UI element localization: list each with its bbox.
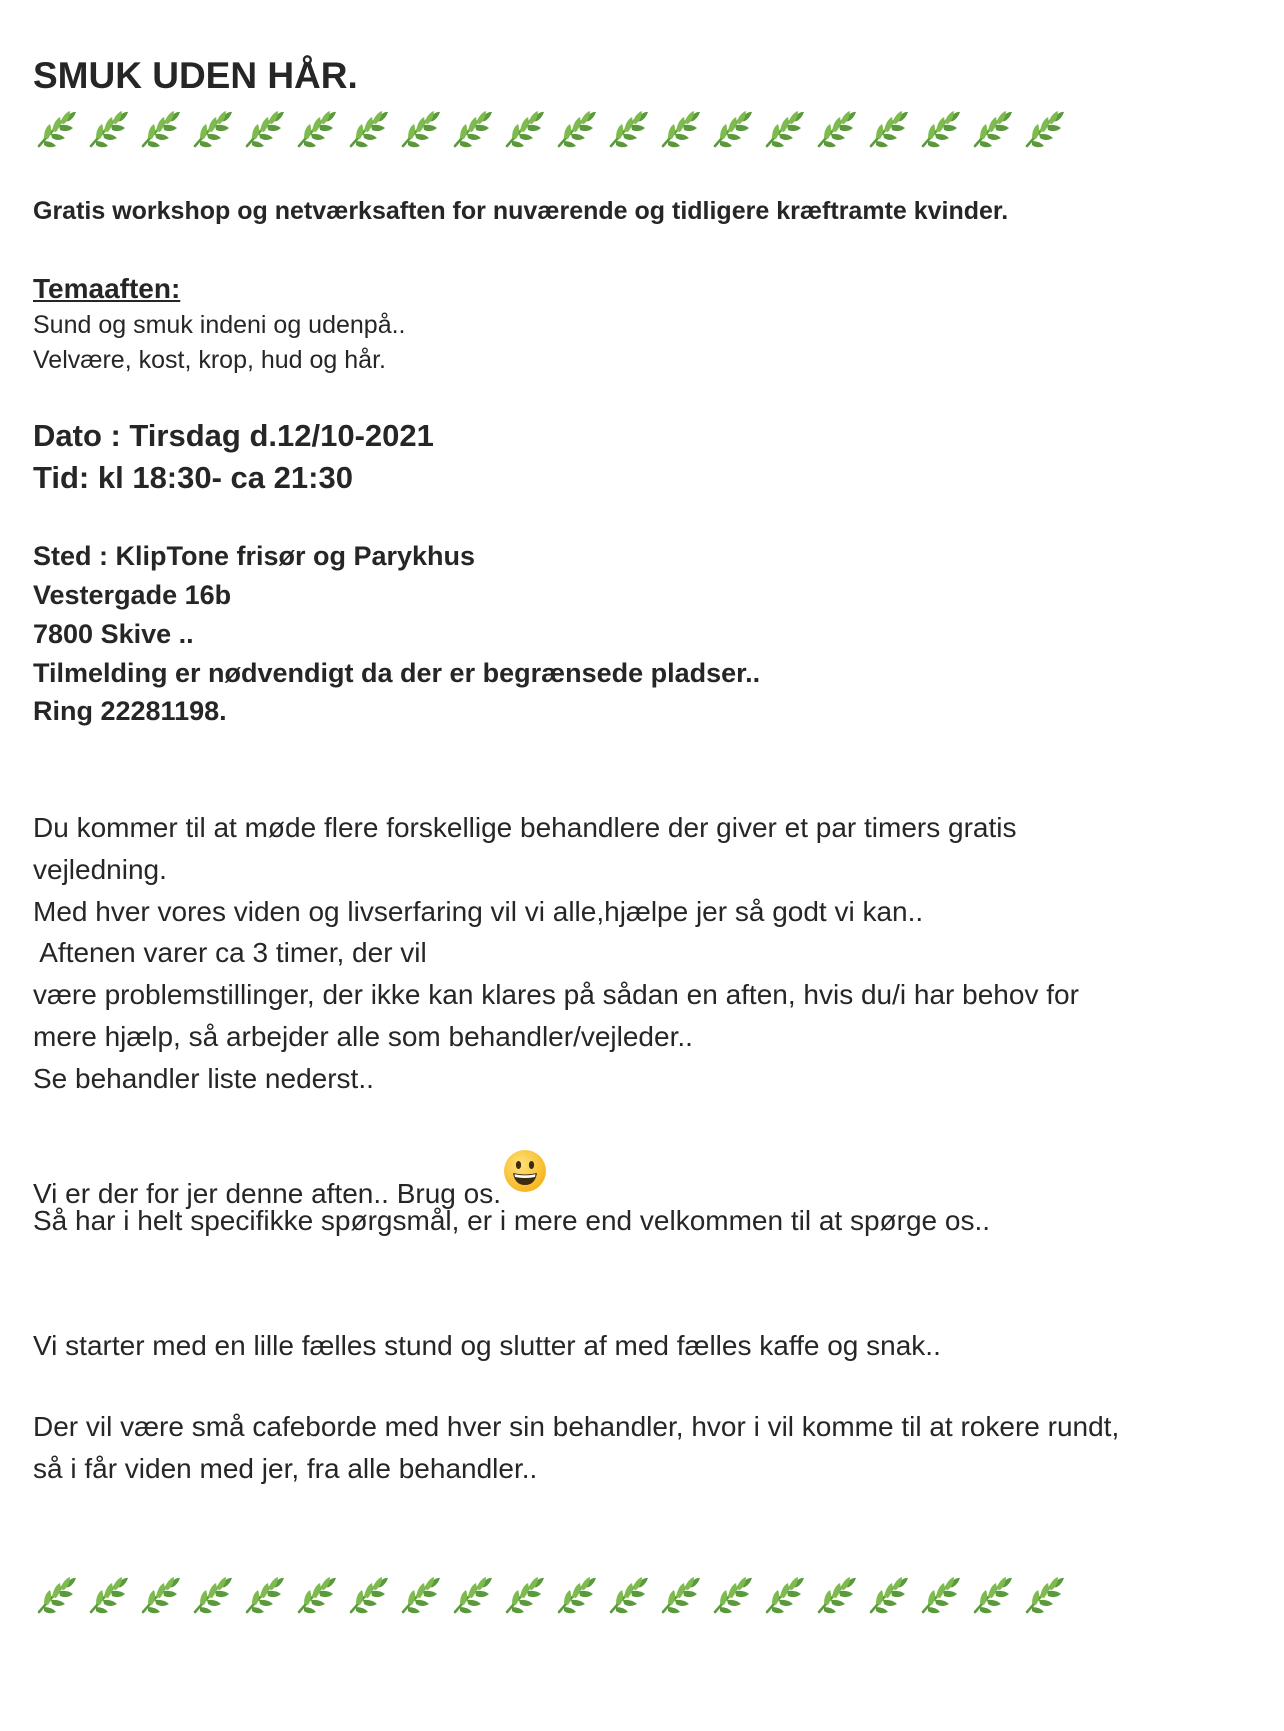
page-title: SMUK UDEN HÅR. bbox=[33, 55, 358, 96]
herb-icon bbox=[501, 1574, 553, 1620]
body-text: være problemstillinger, der ikke kan klares på sådan en aften, hvis du/i har behov for bbox=[33, 979, 1079, 1010]
body-text: Aftenen varer ca 3 timer, der vil bbox=[33, 937, 427, 968]
herb-icon bbox=[293, 1574, 345, 1620]
herb-icon bbox=[345, 1574, 397, 1620]
herb-icon bbox=[449, 1574, 501, 1620]
herb-icon bbox=[605, 1574, 657, 1620]
body-text: vejledning. bbox=[33, 854, 167, 885]
leaf-border-bottom bbox=[33, 1574, 1073, 1620]
herb-icon bbox=[1021, 1574, 1073, 1620]
phone-line: Ring 22281198. bbox=[33, 696, 227, 726]
address-street: Vestergade 16b bbox=[33, 580, 232, 610]
herb-icon bbox=[137, 108, 189, 154]
leaf-border-top bbox=[33, 108, 1073, 154]
herb-icon bbox=[865, 108, 917, 154]
herb-icon bbox=[397, 1574, 449, 1620]
herb-icon bbox=[813, 1574, 865, 1620]
herb-icon bbox=[657, 1574, 709, 1620]
herb-icon bbox=[137, 1574, 189, 1620]
address-city: 7800 Skive .. bbox=[33, 619, 194, 649]
lead-text: Gratis workshop og netværksaften for nuværende og tidligere kræftramte kvinder. bbox=[33, 197, 1009, 225]
tema-line-2: Velvære, kost, krop, hud og hår. bbox=[33, 346, 386, 374]
herb-icon bbox=[449, 108, 501, 154]
herb-icon bbox=[865, 1574, 917, 1620]
herb-icon bbox=[761, 108, 813, 154]
grinning-face-icon bbox=[503, 1149, 547, 1193]
herb-icon bbox=[813, 108, 865, 154]
herb-icon bbox=[501, 108, 553, 154]
herb-icon bbox=[397, 108, 449, 154]
herb-icon bbox=[33, 1574, 85, 1620]
body-text: Der vil være små cafeborde med hver sin behandler, hvor i vil komme til at rokere rundt, bbox=[33, 1411, 1120, 1442]
herb-icon bbox=[189, 1574, 241, 1620]
herb-icon bbox=[657, 108, 709, 154]
herb-icon bbox=[553, 108, 605, 154]
tema-line-1: Sund og smuk indeni og udenpå.. bbox=[33, 311, 406, 339]
herb-icon bbox=[345, 108, 397, 154]
body-text: Du kommer til at møde flere forskellige behandlere der giver et par timers gratis bbox=[33, 812, 1017, 843]
body-text: Så har i helt specifikke spørgsmål, er i mere end velkommen til at spørge os.. bbox=[33, 1205, 991, 1236]
herb-icon bbox=[709, 1574, 761, 1620]
herb-icon bbox=[917, 1574, 969, 1620]
herb-icon bbox=[969, 108, 1021, 154]
tema-heading: Temaaften: bbox=[33, 273, 181, 304]
herb-icon bbox=[293, 108, 345, 154]
herb-icon bbox=[241, 1574, 293, 1620]
herb-icon bbox=[241, 108, 293, 154]
herb-icon bbox=[189, 108, 241, 154]
herb-icon bbox=[761, 1574, 813, 1620]
registration-note: Tilmelding er nødvendigt da der er begrænsede pladser.. bbox=[33, 658, 761, 688]
body-text: Vi starter med en lille fælles stund og slutter af med fælles kaffe og snak.. bbox=[33, 1330, 941, 1361]
body-text: Med hver vores viden og livserfaring vil vi alle,hjælpe jer så godt vi kan.. bbox=[33, 896, 924, 927]
herb-icon bbox=[709, 108, 761, 154]
body-text: så i får viden med jer, fra alle behandler.. bbox=[33, 1453, 538, 1484]
herb-icon bbox=[85, 108, 137, 154]
herb-icon bbox=[33, 108, 85, 154]
date-line: Dato : Tirsdag d.12/10-2021 bbox=[33, 418, 434, 453]
venue-line: Sted : KlipTone frisør og Parykhus bbox=[33, 541, 476, 571]
herb-icon bbox=[1021, 108, 1073, 154]
herb-icon bbox=[969, 1574, 1021, 1620]
herb-icon bbox=[85, 1574, 137, 1620]
time-line: Tid: kl 18:30- ca 21:30 bbox=[33, 460, 353, 495]
herb-icon bbox=[917, 108, 969, 154]
body-text: Vi er der for jer denne aften.. Brug os. bbox=[33, 1178, 501, 1209]
body-text: mere hjælp, så arbejder alle som behandler/vejleder.. bbox=[33, 1021, 693, 1052]
herb-icon bbox=[605, 108, 657, 154]
herb-icon bbox=[553, 1574, 605, 1620]
body-text: Se behandler liste nederst.. bbox=[33, 1063, 374, 1094]
